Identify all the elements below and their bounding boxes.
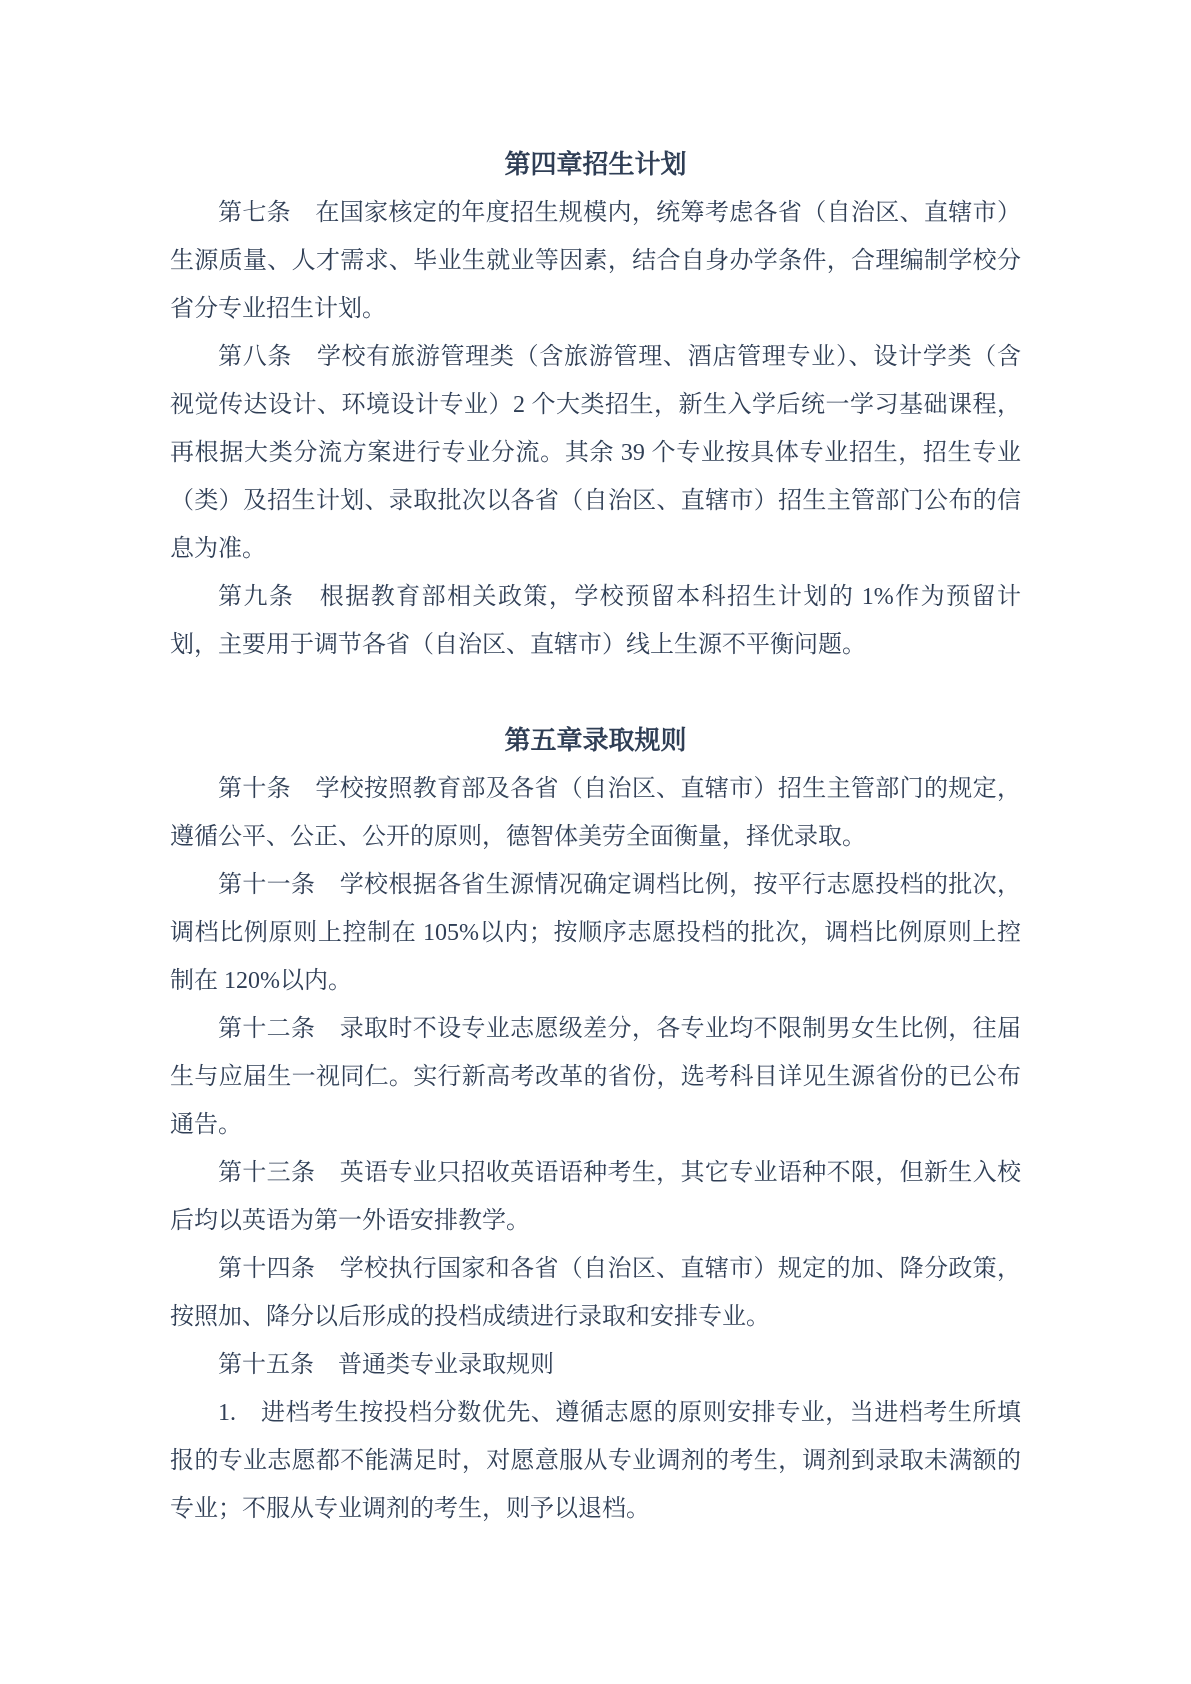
chapter-heading-admission-rules: 第五章录取规则 — [504, 726, 687, 755]
chapter-heading-enrollment-plan: 第四章招生计划 — [504, 150, 687, 179]
article-11-paragraph: 第十一条 学校根据各省生源情况确定调档比例，按平行志愿投档的批次，调档比例原则上控制在 105%以内；按顺序志愿投档的批次，调档比例原则上控制在 120%以内。 — [170, 872, 1021, 994]
article-7-paragraph: 第七条 在国家核定的年度招生规模内，统筹考虑各省（自治区、直辖市）生源质量、人才需求、毕业生就业等因素，结合自身办学条件，合理编制学校分省分专业招生计划。 — [170, 200, 1021, 322]
article-14-paragraph: 第十四条 学校执行国家和各省（自治区、直辖市）规定的加、降分政策，按照加、降分以后形成的投档成绩进行录取和安排专业。 — [170, 1256, 1021, 1330]
article-9-paragraph: 第九条 根据教育部相关政策，学校预留本科招生计划的 1%作为预留计划，主要用于调节各省（自治区、直辖市）线上生源不平衡问题。 — [170, 584, 1021, 658]
article-15-item-1-paragraph: 1. 进档考生按投档分数优先、遵循志愿的原则安排专业，当进档考生所填报的专业志愿都不能满足时，对愿意服从专业调剂的考生，调剂到录取未满额的专业；不服从专业调剂的考生，则予以退档。 — [170, 1400, 1021, 1522]
article-10-paragraph: 第十条 学校按照教育部及各省（自治区、直辖市）招生主管部门的规定，遵循公平、公正、公开的原则，德智体美劳全面衡量，择优录取。 — [170, 776, 1021, 850]
article-8-paragraph: 第八条 学校有旅游管理类（含旅游管理、酒店管理专业）、设计学类（含视觉传达设计、环境设计专业）2 个大类招生，新生入学后统一学习基础课程，再根据大类分流方案进行专业分流。其余 39 个专业按具体专业招生，招生专业（类）及招生计划、录取批次以各省（自治区、直辖市）招生主管部门公布的信息为准。 — [170, 344, 1021, 562]
article-13-paragraph: 第十三条 英语专业只招收英语语种考生，其它专业语种不限，但新生入校后均以英语为第一外语安排教学。 — [170, 1160, 1021, 1234]
article-12-paragraph: 第十二条 录取时不设专业志愿级差分，各专业均不限制男女生比例，往届生与应届生一视同仁。实行新高考改革的省份，选考科目详见生源省份的已公布通告。 — [170, 1016, 1021, 1138]
document-body — [170, 141, 1021, 1533]
article-15-paragraph: 第十五条 普通类专业录取规则 — [218, 1352, 554, 1378]
